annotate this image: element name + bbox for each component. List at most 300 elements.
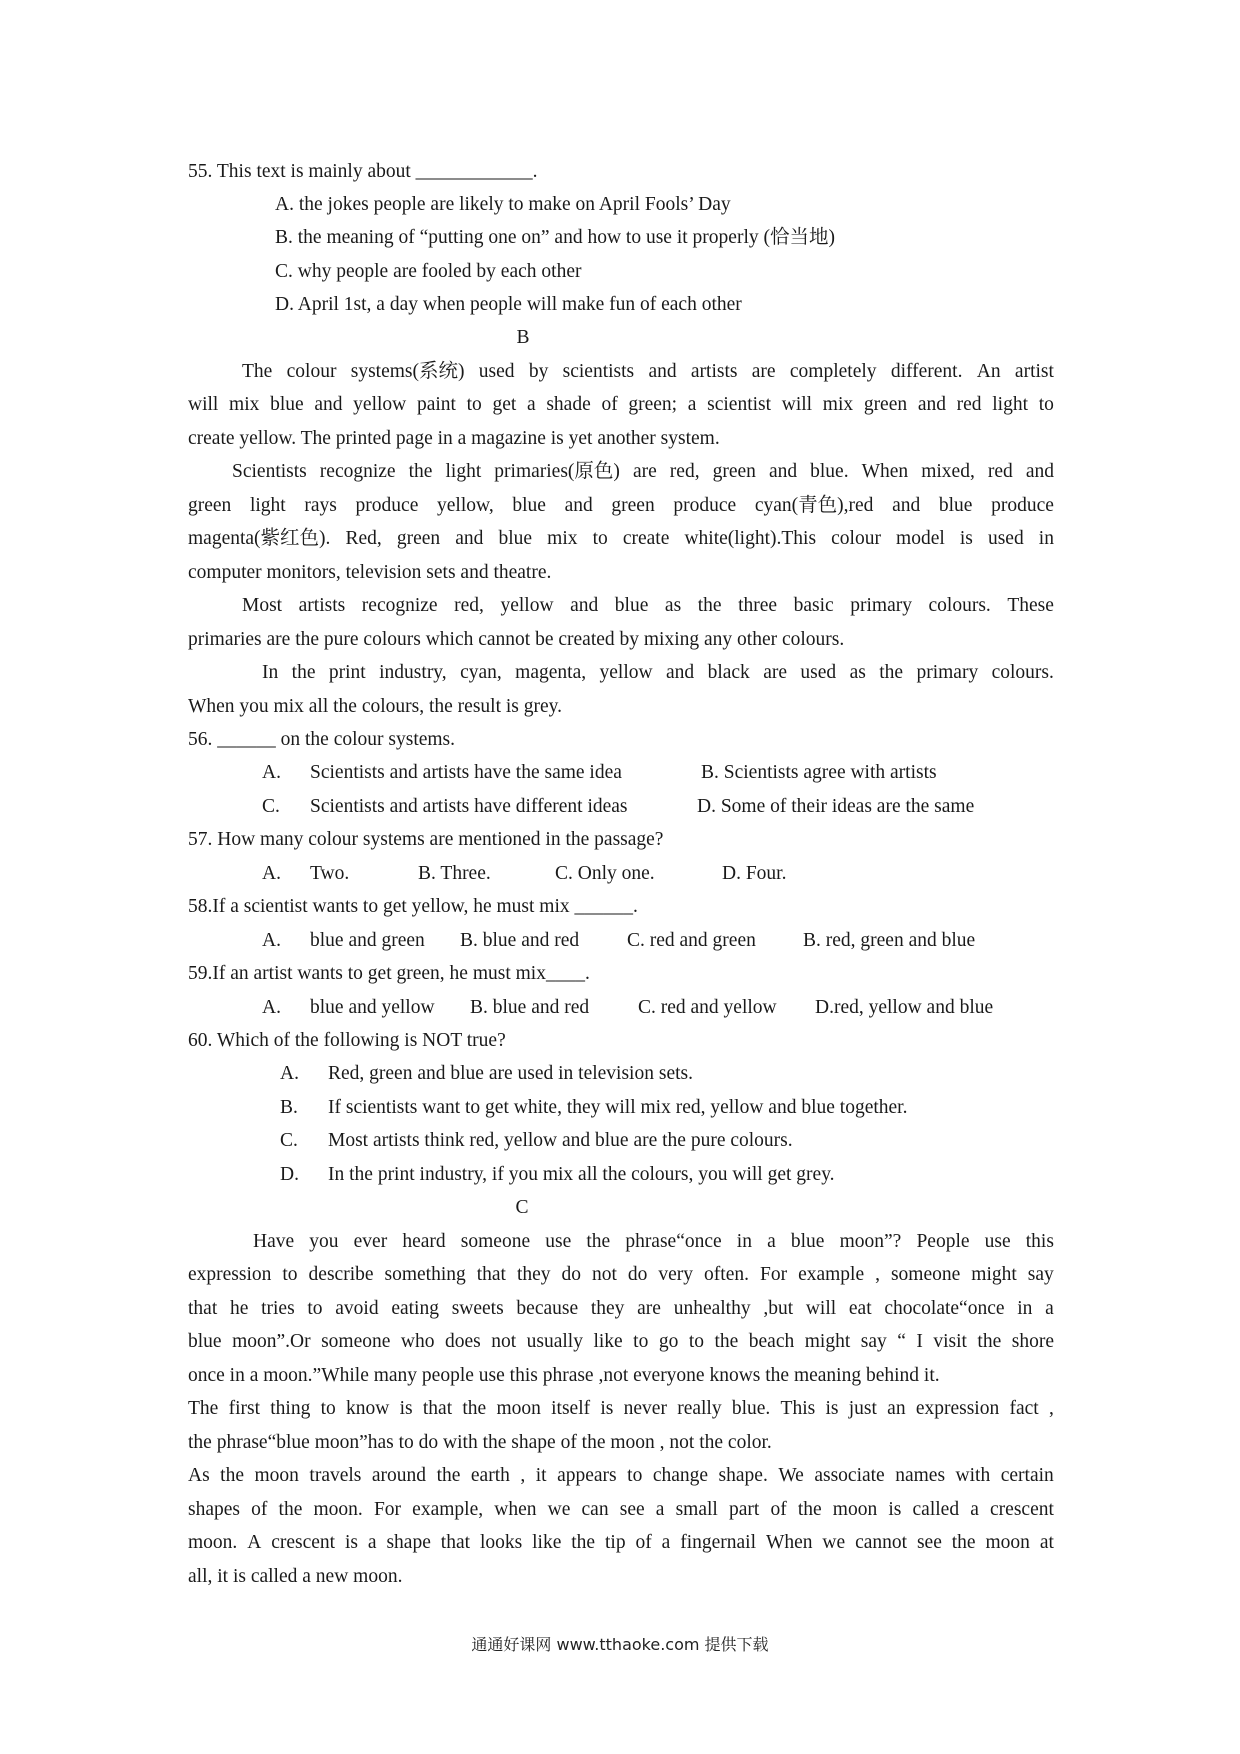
word: cannot (855, 1532, 908, 1553)
word: does (444, 1331, 481, 1352)
q57-stem: 57. How many colour systems are mentioned in the passage? (188, 829, 664, 850)
section-b-line-5 (188, 496, 1054, 516)
word: with (955, 1465, 991, 1486)
word: associate (814, 1465, 885, 1486)
q56-option-b-text: B. Scientists agree with artists (701, 762, 937, 783)
word: paint (416, 394, 456, 415)
word: green; (628, 394, 678, 415)
word: recognize (361, 595, 438, 616)
word: Have (253, 1231, 295, 1252)
word: in (736, 1231, 752, 1252)
word: a (367, 1532, 377, 1553)
q57-option-d: D. Four. (722, 863, 787, 884)
word: and (917, 394, 946, 415)
word: green (611, 495, 655, 516)
word: by (528, 361, 549, 382)
word: might (804, 1331, 851, 1352)
word: certain (1000, 1465, 1054, 1486)
word: chocolate“once (884, 1298, 1005, 1319)
section-b-line-7: computer monitors, television sets and theatre. (188, 562, 552, 583)
word: colour (286, 361, 337, 382)
word: ,but (763, 1298, 794, 1319)
word: When (861, 461, 909, 482)
word: avoid (335, 1298, 379, 1319)
word: , (520, 1465, 526, 1486)
word: the (714, 1331, 739, 1352)
word: will (188, 394, 219, 415)
section-c-line-10 (188, 1533, 1054, 1553)
word: moon (832, 1499, 878, 1520)
word: know (346, 1398, 390, 1419)
word: this (1025, 1231, 1054, 1252)
word: we (547, 1499, 571, 1520)
word: see (916, 1532, 942, 1553)
word: of (770, 1499, 787, 1520)
word: say (1027, 1264, 1054, 1285)
word: green (863, 394, 908, 415)
word: the (291, 662, 316, 683)
word: is (600, 1398, 614, 1419)
word: A (247, 1532, 262, 1553)
word: and (892, 495, 921, 516)
word: moon”.Or (232, 1331, 311, 1352)
word: earth (470, 1465, 510, 1486)
word: green (188, 495, 232, 516)
q58-option-b: B. blue and red (460, 930, 580, 951)
word: and (1025, 461, 1054, 482)
word: small (675, 1499, 718, 1520)
section-b-line-4 (232, 462, 1054, 482)
word: I (916, 1331, 923, 1352)
word: a (1045, 1298, 1054, 1319)
word: they (516, 1264, 551, 1285)
q59-option-a-letter: A. (262, 997, 281, 1018)
word: part (728, 1499, 760, 1520)
section-b-line-6 (188, 529, 1054, 549)
q59-option-c: C. red and yellow (638, 997, 777, 1018)
word: Red, (345, 528, 382, 549)
word: describe (308, 1264, 374, 1285)
word: red, (454, 595, 484, 616)
word: blue. (731, 1398, 771, 1419)
word: who (400, 1331, 435, 1352)
word: called (912, 1499, 960, 1520)
q56-option-c-letter: C. (262, 796, 280, 817)
word: the (571, 1532, 596, 1553)
word: yellow (353, 394, 407, 415)
word: will (805, 1298, 837, 1319)
word: first (228, 1398, 260, 1419)
word: People (916, 1231, 970, 1252)
word: as (664, 595, 682, 616)
word: , (1048, 1398, 1054, 1419)
q59-option-b: B. blue and red (470, 997, 590, 1018)
word: visit (933, 1331, 967, 1352)
word: fact (1009, 1398, 1039, 1419)
word: blue (614, 595, 649, 616)
word: create (622, 528, 670, 549)
word: very (658, 1264, 694, 1285)
word: crescent (271, 1532, 336, 1553)
word: to (307, 1298, 323, 1319)
q56-option-d-text: D. Some of their ideas are the same (697, 796, 975, 817)
word: and (648, 361, 677, 382)
word: These (1007, 595, 1054, 616)
word: go (658, 1331, 679, 1352)
word: white(light).This (684, 528, 817, 549)
word: of (635, 1532, 652, 1553)
word: primary (916, 662, 979, 683)
word: and (768, 461, 798, 482)
word: light (249, 495, 286, 516)
word: is (344, 1532, 358, 1553)
word: colour (831, 528, 881, 549)
word: is (825, 1398, 839, 1419)
section-b-line-1 (242, 362, 1054, 382)
word: shade (546, 394, 591, 415)
word: ever (353, 1231, 388, 1252)
q57-option-b: B. Three. (418, 863, 491, 884)
word: use (545, 1231, 572, 1252)
word: model (896, 528, 945, 549)
word: recognize (319, 461, 396, 482)
q60-option-c-letter: C. (280, 1130, 298, 1151)
word: used (478, 361, 515, 382)
word: The (242, 361, 273, 382)
word: used (800, 662, 837, 683)
section-c-line-7: the phrase“blue moon”has to do with the shape of the moon , not the color. (188, 1432, 772, 1453)
word: do (627, 1264, 648, 1285)
word: are (632, 461, 657, 482)
word: crescent (990, 1499, 1054, 1520)
word: unhealthy (673, 1298, 751, 1319)
word: blue (512, 495, 546, 516)
word: eat (848, 1298, 872, 1319)
word: moon”? (839, 1231, 902, 1252)
word: moon (496, 1398, 541, 1419)
word: thing (270, 1398, 311, 1419)
q60-option-a-text: Red, green and blue are used in television sets. (328, 1063, 693, 1084)
word: The (188, 1398, 219, 1419)
q57-option-c: C. Only one. (555, 863, 655, 884)
word: primary (850, 595, 912, 616)
word: is (959, 528, 973, 549)
word: basic (793, 595, 834, 616)
q58-option-d: B. red, green and blue (803, 930, 976, 951)
word: phrase“once (625, 1231, 722, 1252)
word: like (532, 1532, 562, 1553)
section-c-line-1 (253, 1232, 1054, 1252)
word: it (535, 1465, 547, 1486)
word: systems(系统) (350, 361, 465, 382)
word: fingernail (680, 1532, 757, 1553)
word: magenta, (515, 662, 587, 683)
q60-option-c-text: Most artists think red, yellow and blue are the pure colours. (328, 1130, 793, 1151)
word: Scientists (232, 461, 307, 482)
word: We (778, 1465, 804, 1486)
word: in (1038, 528, 1054, 549)
q56-option-a-text: Scientists and artists have the same idea (310, 762, 622, 783)
word: a (661, 1532, 671, 1553)
word: moon. (188, 1532, 238, 1553)
word: are (637, 1298, 661, 1319)
word: use (984, 1231, 1011, 1252)
word: rays (304, 495, 337, 516)
word: a (687, 394, 697, 415)
word: can (581, 1499, 609, 1520)
word: to (282, 1264, 298, 1285)
word: produce (991, 495, 1054, 516)
section-b-line-8 (242, 596, 1054, 616)
word: the (462, 1398, 487, 1419)
word: example, (412, 1499, 484, 1520)
word: to (627, 1465, 643, 1486)
word: example (798, 1264, 865, 1285)
word: you (309, 1231, 339, 1252)
word: a (527, 394, 536, 415)
word: As (188, 1465, 210, 1486)
word: For (373, 1499, 402, 1520)
q60-stem: 60. Which of the following is NOT true? (188, 1030, 506, 1051)
word: eating (391, 1298, 439, 1319)
word: say (860, 1331, 887, 1352)
word: cyan, (460, 662, 502, 683)
q60-option-a-letter: A. (280, 1063, 299, 1084)
word: and (564, 495, 593, 516)
word: artists (298, 595, 346, 616)
word: red (987, 461, 1013, 482)
word: magenta(紫红色). (188, 528, 331, 549)
word: black (707, 662, 750, 683)
word: red (956, 394, 982, 415)
word: in (1017, 1298, 1033, 1319)
word: might (971, 1264, 1017, 1285)
q60-option-d-letter: D. (280, 1164, 299, 1185)
word: blue (938, 495, 973, 516)
word: In (262, 662, 279, 683)
word: blue. (810, 461, 849, 482)
word: expression (915, 1398, 1000, 1419)
word: mixed, (921, 461, 975, 482)
word: to (633, 1331, 649, 1352)
q59-option-d: D.red, yellow and blue (815, 997, 994, 1018)
word: mix (547, 528, 578, 549)
word: industry, (379, 662, 447, 683)
word: scientist (707, 394, 772, 415)
word: to (592, 528, 608, 549)
word: will (781, 394, 813, 415)
word: the (697, 595, 722, 616)
section-c-line-2 (188, 1265, 1054, 1285)
word: shape (386, 1532, 431, 1553)
word: mix (229, 394, 260, 415)
word: completely (789, 361, 877, 382)
q60-option-b-text: If scientists want to get white, they will mix red, yellow and blue together. (328, 1097, 908, 1118)
word: to (320, 1398, 336, 1419)
word: are (763, 662, 788, 683)
word: An (976, 361, 1001, 382)
q55-option-c: C. why people are fooled by each other (275, 261, 582, 282)
word: sweets (451, 1298, 504, 1319)
section-c-heading: C (515, 1197, 529, 1218)
word: do (561, 1264, 582, 1285)
word: “ (897, 1331, 906, 1352)
q58-stem: 58.If a scientist wants to get yellow, he must mix ______. (188, 896, 638, 917)
word: shapes (188, 1499, 240, 1520)
word: to (1038, 394, 1054, 415)
section-c-line-5: once in a moon.”While many people use this phrase ,not everyone knows the meaning behind it. (188, 1365, 940, 1386)
q60-option-d-text: In the print industry, if you mix all the colours, you will get grey. (328, 1164, 835, 1185)
q57-option-a-letter: A. (262, 863, 281, 884)
word: is (888, 1499, 902, 1520)
section-c-line-4 (188, 1332, 1054, 1352)
word: appears (557, 1465, 617, 1486)
q55-option-b: B. the meaning of “putting one on” and how to use it properly (恰当地) (275, 227, 835, 248)
section-c-line-9 (188, 1500, 1054, 1520)
word: that (476, 1264, 506, 1285)
word: scientists (562, 361, 635, 382)
section-b-line-2 (188, 395, 1054, 415)
word: a (655, 1499, 665, 1520)
q55-option-a: A. the jokes people are likely to make on April Fools’ Day (275, 194, 731, 215)
word: around (371, 1465, 427, 1486)
q58-option-c: C. red and green (627, 930, 756, 951)
word: names (895, 1465, 946, 1486)
word: never (623, 1398, 667, 1419)
word: something (384, 1264, 466, 1285)
word: heard (402, 1231, 446, 1252)
word: mix (822, 394, 854, 415)
word: because (516, 1298, 579, 1319)
word: as (849, 662, 866, 683)
word: tip (605, 1532, 626, 1553)
word: see (619, 1499, 645, 1520)
word: moon (254, 1465, 299, 1486)
word: shore (1011, 1331, 1054, 1352)
word: travels (309, 1465, 362, 1486)
word: he (229, 1298, 249, 1319)
word: that (422, 1398, 453, 1419)
word: like (593, 1331, 623, 1352)
word: expression (188, 1264, 272, 1285)
word: colours. (991, 662, 1054, 683)
word: really (677, 1398, 722, 1419)
word: the (797, 1499, 822, 1520)
word: blue (270, 394, 304, 415)
word: the (408, 461, 433, 482)
word: This (780, 1398, 816, 1419)
q55-stem: 55. This text is mainly about ____________. (188, 161, 538, 182)
word: and (314, 394, 343, 415)
section-b-line-10 (262, 663, 1054, 683)
word: blue (498, 528, 533, 549)
word: moon (985, 1532, 1030, 1553)
word: , (875, 1264, 880, 1285)
word: primaries(原色) (494, 461, 620, 482)
word: the (278, 1499, 303, 1520)
q57-option-a-text: Two. (310, 863, 350, 884)
word: looks (479, 1532, 523, 1553)
word: is (399, 1398, 413, 1419)
word: green (396, 528, 441, 549)
word: colours. (928, 595, 991, 616)
word: not (592, 1264, 617, 1285)
word: used (987, 528, 1024, 549)
word: three (738, 595, 778, 616)
word: of (601, 394, 618, 415)
q58-option-a-letter: A. (262, 930, 281, 951)
section-b-line-3: create yellow. The printed page in a magazine is yet another system. (188, 428, 720, 449)
word: cyan(青色),red (754, 495, 874, 516)
q59-option-a-text: blue and yellow (310, 997, 435, 1018)
section-c-line-8 (188, 1466, 1054, 1486)
q58-option-a-text: blue and green (310, 930, 425, 951)
word: get (492, 394, 517, 415)
word: they (590, 1298, 625, 1319)
word: usually (526, 1331, 583, 1352)
word: a (970, 1499, 979, 1520)
word: blue (790, 1231, 825, 1252)
q59-stem: 59.If an artist wants to get green, he must mix____. (188, 963, 590, 984)
word: For (759, 1264, 788, 1285)
word: blue (188, 1331, 222, 1352)
section-b-heading: B (516, 327, 530, 348)
word: moon. (313, 1499, 363, 1520)
word: yellow (599, 662, 653, 683)
word: Most (242, 595, 283, 616)
word: yellow, (437, 495, 494, 516)
word: change (652, 1465, 709, 1486)
section-c-line-6 (188, 1399, 1054, 1419)
word: different. (890, 361, 963, 382)
word: we (822, 1532, 846, 1553)
word: someone (460, 1231, 531, 1252)
word: are (751, 361, 776, 382)
word: the (879, 662, 904, 683)
word: light (992, 394, 1029, 415)
word: artists (690, 361, 738, 382)
section-c-line-3 (188, 1299, 1054, 1319)
word: the (220, 1465, 244, 1486)
word: shape. (718, 1465, 768, 1486)
q55-option-d: D. April 1st, a day when people will make fun of each other (275, 294, 742, 315)
word: and (455, 528, 484, 549)
word: produce (673, 495, 737, 516)
word: the (436, 1465, 461, 1486)
word: not (491, 1331, 517, 1352)
word: the (977, 1331, 1002, 1352)
word: of (251, 1499, 268, 1520)
word: someone (321, 1331, 391, 1352)
word: itself (551, 1398, 591, 1419)
word: just (848, 1398, 877, 1419)
word: green (712, 461, 756, 482)
q56-option-a-letter: A. (262, 762, 281, 783)
word: that (440, 1532, 471, 1553)
word: an (887, 1398, 906, 1419)
word: someone (890, 1264, 961, 1285)
word: produce (355, 495, 419, 516)
section-b-line-11: When you mix all the colours, the result is grey. (188, 696, 563, 717)
footer-watermark: 通通好课网 www.tthaoke.com 提供下载 (471, 1635, 769, 1654)
word: to (466, 394, 482, 415)
word: that (188, 1298, 218, 1319)
word: to (688, 1331, 704, 1352)
word: the (951, 1532, 976, 1553)
q60-option-b-letter: B. (280, 1097, 298, 1118)
word: light (445, 461, 482, 482)
word: at (1039, 1532, 1054, 1553)
